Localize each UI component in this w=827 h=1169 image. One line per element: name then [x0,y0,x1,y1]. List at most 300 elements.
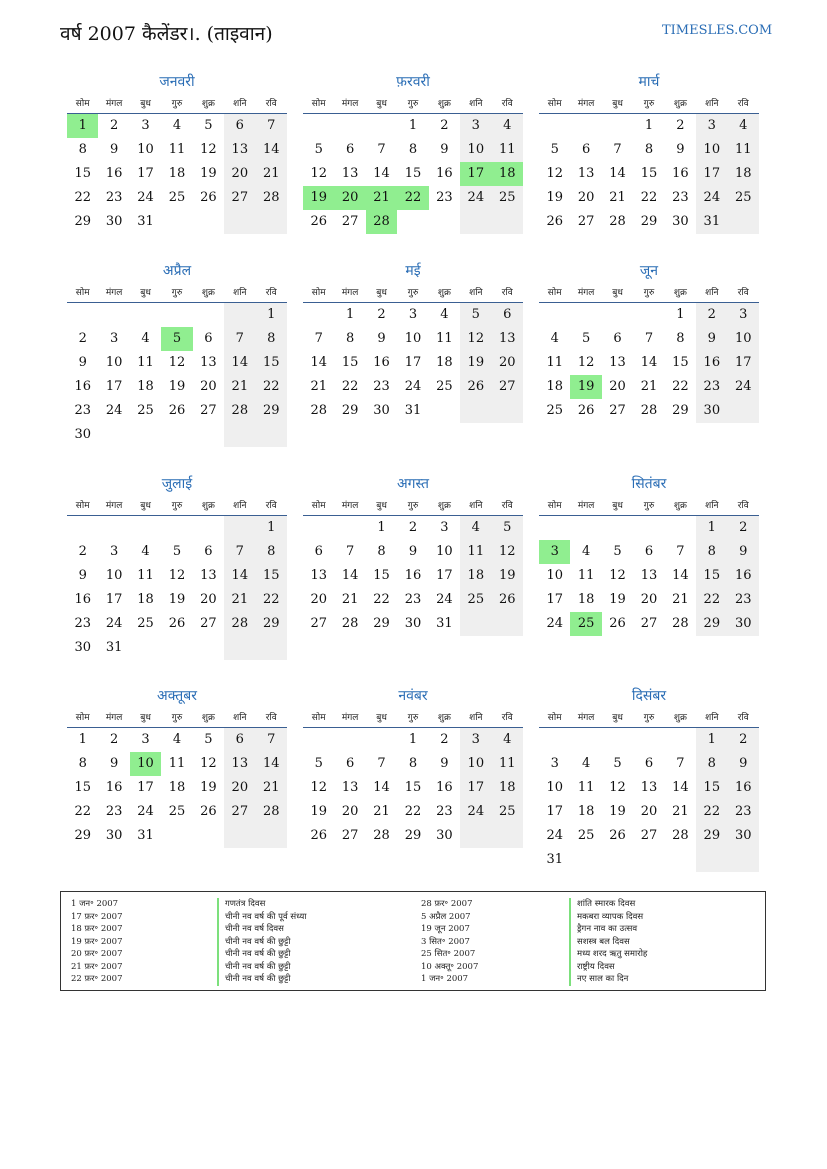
day-cell: 19 [460,351,491,375]
month-block [67,684,287,848]
holiday-date: 25 सित॰ 2007 [421,949,476,959]
day-cell: 28 [672,616,689,631]
day-cell: 21 [373,804,390,819]
day-cell: 21 [256,776,287,800]
holiday-day-cell: 19 [303,186,334,210]
day-cell: 17 [696,162,727,186]
day-cell: 14 [373,166,390,181]
day-grid [539,516,759,636]
day-cell: 8 [78,756,87,771]
day-cell: 27 [200,616,217,631]
day-grid [67,303,287,447]
day-cell: 23 [74,403,91,418]
day-cell: 29 [696,612,727,636]
day-cell: 9 [696,327,727,351]
holiday-name: नए साल का दिन [569,973,647,986]
day-cell: 8 [408,756,418,771]
day-cell: 24 [404,379,422,394]
day-cell: 2 [676,118,685,133]
day-cell: 6 [204,331,213,346]
day-cell: 23 [728,800,759,824]
day-cell: 11 [546,355,563,370]
day-cell: 7 [256,114,287,138]
day-cell: 23 [404,592,422,607]
day-cell: 6 [644,544,654,559]
weekday-label: सोम [75,713,90,723]
day-cell: 20 [640,592,658,607]
weekday-label: सोम [547,288,562,298]
day-cell: 15 [404,780,422,795]
day-cell: 6 [613,331,622,346]
day-cell: 24 [546,616,563,631]
day-cell: 1 [696,516,727,540]
day-cell: 22 [373,592,390,607]
holiday-day-cell: 1 [67,114,98,138]
day-cell: 30 [672,214,689,229]
holiday-name: चीनी नव वर्ष की छुट्टी [217,948,306,961]
weekday-label: शनि [233,99,247,109]
day-cell: 1 [377,520,386,535]
holiday-day-cell: 19 [570,375,601,399]
day-cell: 22 [640,190,658,205]
weekday-label: मंगल [577,99,595,109]
holiday-day-cell: 20 [334,186,365,210]
day-cell: 29 [640,214,658,229]
day-cell: 28 [341,616,359,631]
weekday-label: मंगल [341,501,359,511]
day-cell: 10 [436,544,453,559]
month-block [539,472,759,636]
day-cell: 12 [200,756,217,771]
day-cell: 7 [377,142,386,157]
holiday-day-cell: 5 [161,327,192,351]
day-cell: 14 [224,351,255,375]
weekday-label: शुक्र [201,288,215,298]
month-block [303,259,523,423]
day-cell: 5 [460,303,491,327]
day-cell: 26 [609,616,626,631]
day-cell: 8 [676,331,685,346]
holiday-date: 5 अप्रैल 2007 [421,911,471,922]
day-cell: 9 [377,331,386,346]
day-cell: 26 [310,214,327,229]
month-name: जुलाई [161,476,193,492]
day-cell: 1 [256,516,287,540]
day-cell: 22 [74,804,91,819]
day-cell: 17 [728,351,759,375]
weekday-label: गुरु [171,99,183,109]
day-cell: 24 [137,804,154,819]
weekday-label: शनि [705,288,719,298]
weekday-label: गुरु [643,288,655,298]
weekday-label: मंगल [577,713,595,723]
empty-cell [728,399,759,423]
day-cell: 3 [141,732,150,747]
day-cell: 19 [310,804,327,819]
day-cell: 14 [256,138,287,162]
weekday-label: रवि [501,99,513,109]
month-block [303,684,523,848]
holiday-name: ड्रैगन नाव का उत्सव [569,923,647,936]
day-cell: 19 [609,804,626,819]
weekday-label: बुध [376,288,387,298]
day-cell: 20 [224,162,255,186]
weekday-header [67,285,287,303]
day-cell: 23 [373,379,390,394]
empty-cell [492,612,523,636]
day-cell: 9 [676,142,685,157]
empty-cell [539,728,570,752]
day-cell: 17 [404,355,422,370]
weekday-label: सोम [311,713,326,723]
day-cell: 25 [436,379,453,394]
empty-cell [193,824,224,848]
holiday-date: 17 फ़र॰ 2007 [71,911,123,922]
day-cell: 24 [460,800,491,824]
day-cell: 22 [74,190,91,205]
day-cell: 23 [105,804,123,819]
day-cell: 9 [728,752,759,776]
holiday-name: चीनी नव वर्ष की छुट्टी [217,961,306,974]
weekday-label: रवि [265,288,277,298]
day-cell: 23 [105,190,123,205]
day-cell: 15 [696,776,727,800]
empty-cell [366,728,397,752]
holiday-name: राष्ट्रीय दिवस [569,961,647,974]
day-cell: 19 [168,379,186,394]
day-cell: 8 [696,752,727,776]
weekday-label: बुध [612,288,623,298]
empty-cell [602,848,633,872]
day-cell: 6 [224,114,255,138]
holiday-date: 18 फ़र॰ 2007 [71,924,123,934]
holiday-legend [60,891,766,991]
day-cell: 3 [728,303,759,327]
day-cell: 30 [696,399,727,423]
holiday-name: शांति स्मारक दिवस [569,898,647,911]
day-cell: 1 [78,732,87,747]
day-cell: 9 [109,756,119,771]
weekday-label: मंगल [341,713,359,723]
holiday-name: सशस्त्र बल दिवस [569,936,647,949]
day-cell: 4 [460,516,491,540]
weekday-label: रवि [737,713,749,723]
site-name[interactable]: TIMESLES.COM [662,23,773,38]
day-cell: 22 [256,588,287,612]
day-cell: 30 [728,612,759,636]
weekday-label: शनि [469,99,483,109]
day-cell: 29 [672,403,689,418]
day-cell: 27 [310,616,327,631]
day-cell: 3 [408,307,418,322]
day-cell: 26 [609,828,626,843]
empty-cell [161,303,192,327]
empty-cell [303,114,334,138]
weekday-label: गुरु [407,288,419,298]
weekday-label: शुक्र [201,501,215,511]
weekday-label: शुक्र [673,99,687,109]
empty-cell [98,516,129,540]
empty-cell [98,303,129,327]
day-cell: 10 [696,138,727,162]
day-cell: 2 [408,520,418,535]
weekday-label: बुध [376,501,387,511]
holiday-day-cell: 22 [397,186,428,210]
day-cell: 10 [546,568,563,583]
day-cell: 16 [404,568,422,583]
day-cell: 7 [224,327,255,351]
weekday-label: सोम [75,99,90,109]
day-cell: 5 [314,756,323,771]
day-cell: 14 [609,166,626,181]
weekday-label: गुरु [171,288,183,298]
holiday-date: 19 फ़र॰ 2007 [71,936,123,947]
day-cell: 21 [224,375,255,399]
day-cell: 1 [644,118,654,133]
day-cell: 2 [78,331,87,346]
day-cell: 1 [256,303,287,327]
day-cell: 28 [373,828,390,843]
day-cell: 28 [672,828,689,843]
day-cell: 23 [696,375,727,399]
empty-cell [492,210,523,234]
day-cell: 16 [74,592,91,607]
day-cell: 12 [492,540,523,564]
holiday-date: 28 फ़र॰ 2007 [421,899,473,909]
day-cell: 24 [137,190,154,205]
day-cell: 30 [74,640,91,655]
day-cell: 10 [546,780,563,795]
day-cell: 29 [74,828,91,843]
day-cell: 16 [74,379,91,394]
day-cell: 1 [676,307,685,322]
weekday-label: सोम [547,501,562,511]
empty-cell [460,612,491,636]
empty-cell [696,848,727,872]
month-block [539,259,759,423]
empty-cell [193,516,224,540]
day-cell: 24 [546,828,563,843]
day-cell: 27 [492,375,523,399]
day-cell: 16 [696,351,727,375]
weekday-label: रवि [265,713,277,723]
empty-cell [334,516,365,540]
day-cell: 26 [168,616,186,631]
day-grid [539,303,759,423]
day-cell: 16 [672,166,689,181]
day-cell: 25 [492,800,523,824]
day-cell: 25 [460,588,491,612]
day-cell: 5 [172,544,182,559]
day-cell: 3 [460,728,491,752]
day-cell: 24 [696,186,727,210]
day-cell: 13 [609,355,626,370]
weekday-label: शनि [705,501,719,511]
weekday-label: सोम [75,288,90,298]
day-cell: 15 [256,564,287,588]
day-cell: 20 [492,351,523,375]
day-cell: 11 [137,568,154,583]
weekday-label: मंगल [577,501,595,511]
day-cell: 17 [105,592,123,607]
day-cell: 10 [460,752,491,776]
day-cell: 11 [728,138,759,162]
day-cell: 15 [640,166,658,181]
day-cell: 30 [373,403,390,418]
weekday-label: सोम [547,713,562,723]
empty-cell [460,399,491,423]
weekday-label: रवि [501,501,513,511]
weekday-label: शनि [233,713,247,723]
empty-cell [460,210,491,234]
day-cell: 18 [492,776,523,800]
day-cell: 20 [341,804,359,819]
day-cell: 9 [109,142,119,157]
holiday-date: 21 फ़र॰ 2007 [71,961,123,972]
day-cell: 9 [408,544,418,559]
day-cell: 3 [141,118,150,133]
empty-cell [67,516,98,540]
holiday-date: 20 फ़र॰ 2007 [71,949,123,959]
day-cell: 21 [341,592,359,607]
weekday-header [539,96,759,114]
day-cell: 13 [492,327,523,351]
empty-cell [539,303,570,327]
holiday-day-cell: 21 [366,186,397,210]
day-cell: 26 [492,588,523,612]
day-cell: 25 [728,186,759,210]
day-cell: 4 [581,756,591,771]
holiday-date: 10 अक्तू॰ 2007 [421,961,479,972]
day-cell: 10 [137,142,154,157]
day-cell: 21 [640,379,658,394]
day-cell: 7 [256,728,287,752]
weekday-label: बुध [140,501,151,511]
empty-cell [161,516,192,540]
day-cell: 17 [460,776,491,800]
day-cell: 31 [404,403,422,418]
holiday-name: चीनी नव वर्ष दिवस [217,923,306,936]
day-cell: 18 [577,592,595,607]
day-cell: 22 [404,804,422,819]
day-cell: 29 [404,828,422,843]
day-cell: 3 [109,331,119,346]
empty-cell [67,303,98,327]
empty-cell [665,516,696,540]
empty-cell [193,423,224,447]
day-cell: 25 [137,403,154,418]
day-cell: 4 [492,728,523,752]
day-cell: 14 [341,568,359,583]
month-block [539,684,759,872]
day-cell: 31 [546,852,563,867]
month-block [67,472,287,660]
holiday-day-cell: 3 [539,540,570,564]
weekday-label: सोम [75,501,90,511]
day-cell: 11 [168,756,186,771]
empty-cell [224,210,255,234]
empty-cell [224,516,255,540]
empty-cell [256,423,287,447]
day-cell: 22 [341,379,359,394]
day-cell: 9 [728,540,759,564]
weekday-label: रवि [501,288,513,298]
weekday-label: गुरु [643,99,655,109]
day-cell: 29 [256,399,287,423]
day-cell: 26 [310,828,327,843]
weekday-header [303,498,523,516]
month-block [303,472,523,636]
day-cell: 15 [74,166,91,181]
weekday-label: रवि [737,501,749,511]
day-cell: 26 [200,190,217,205]
day-cell: 8 [377,544,386,559]
day-cell: 25 [577,828,595,843]
day-cell: 16 [105,166,123,181]
weekday-header [303,96,523,114]
day-grid [67,516,287,660]
day-cell: 12 [200,142,217,157]
day-cell: 28 [256,800,287,824]
day-cell: 8 [256,540,287,564]
day-cell: 7 [224,540,255,564]
day-cell: 13 [640,568,658,583]
weekday-label: शनि [705,99,719,109]
weekday-label: बुध [376,713,387,723]
day-cell: 5 [613,756,622,771]
empty-cell [161,824,192,848]
day-cell: 28 [310,403,327,418]
day-cell: 12 [546,166,563,181]
day-cell: 27 [341,828,359,843]
day-cell: 11 [577,780,595,795]
day-cell: 13 [224,752,255,776]
day-cell: 7 [377,756,386,771]
day-cell: 4 [172,118,182,133]
day-cell: 5 [550,142,559,157]
day-cell: 13 [200,568,217,583]
day-cell: 27 [224,186,255,210]
empty-cell [460,824,491,848]
weekday-label: मंगल [577,288,595,298]
weekday-label: रवि [737,99,749,109]
day-cell: 6 [345,756,355,771]
weekday-label: मंगल [341,288,359,298]
day-cell: 7 [676,756,685,771]
empty-cell [130,636,161,660]
empty-cell [602,114,633,138]
day-grid [67,728,287,848]
day-cell: 14 [640,355,658,370]
day-cell: 16 [728,564,759,588]
empty-cell [334,728,365,752]
day-cell: 16 [373,355,390,370]
day-cell: 18 [168,780,186,795]
holiday-date: 1 जन॰ 2007 [71,899,119,909]
day-cell: 30 [728,824,759,848]
holiday-date: 1 जन॰ 2007 [421,974,469,984]
day-cell: 20 [310,592,327,607]
empty-cell [161,423,192,447]
day-cell: 11 [460,540,491,564]
empty-cell [224,824,255,848]
day-cell: 13 [640,780,658,795]
day-cell: 7 [613,142,622,157]
day-cell: 31 [137,828,154,843]
month-block [67,70,287,234]
weekday-header [303,285,523,303]
holiday-name: चीनी नव वर्ष की छुट्टी [217,936,306,949]
